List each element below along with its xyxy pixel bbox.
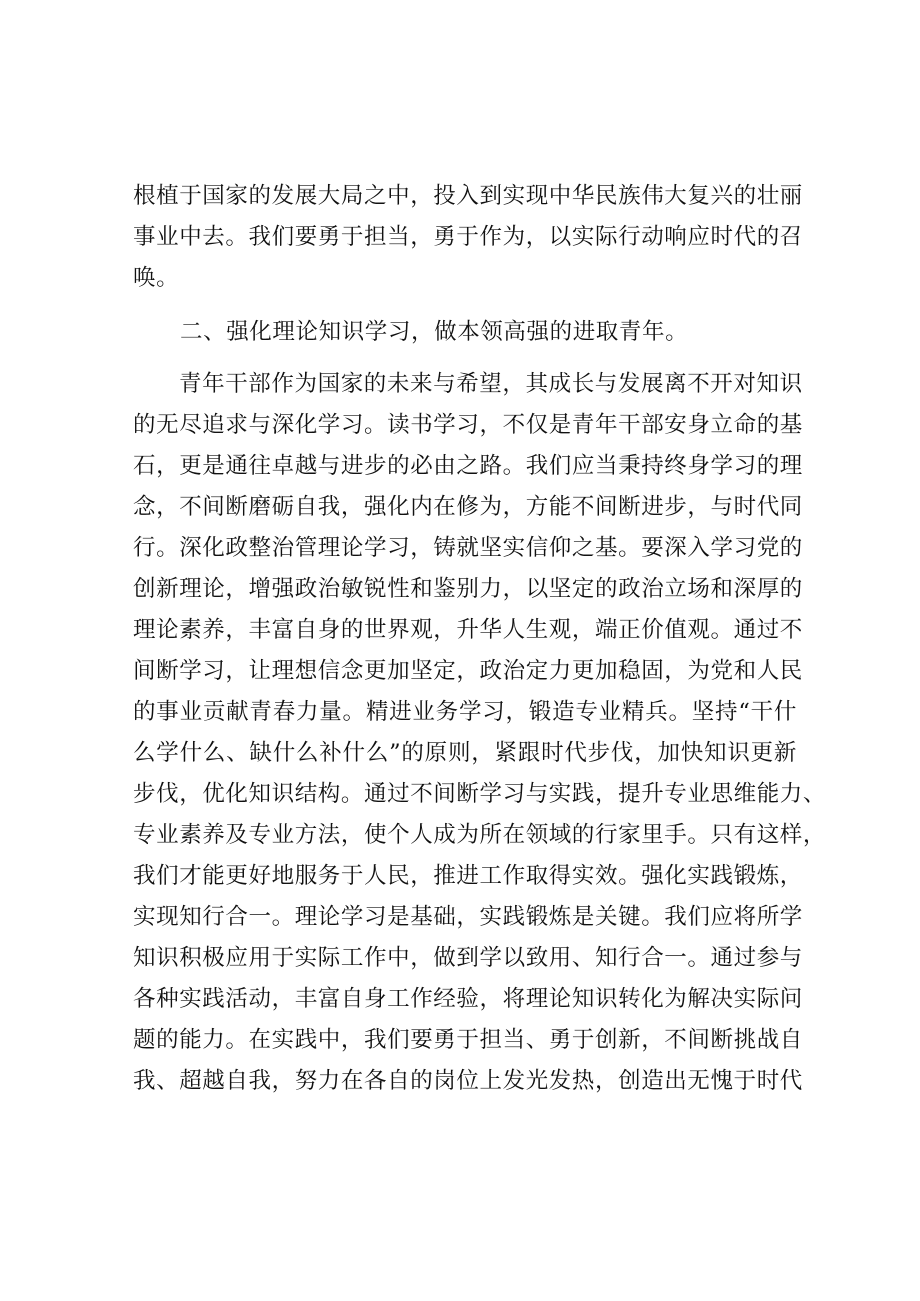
paragraph-2-line: 实现知行合一。理论学习是基础，实践锻炼是关键。我们应将所学 xyxy=(133,904,803,930)
paragraph-2-line: 我们才能更好地服务于人民，推进工作取得实效。强化实践锻炼， xyxy=(133,863,803,889)
paragraph-2-line: 步伐，优化知识结构。通过不间断学习与实践，提升专业思维能力、 xyxy=(133,781,827,807)
paragraph-2-line: 青年干部作为国家的未来与希望，其成长与发展离不开对知识 xyxy=(179,371,803,397)
paragraph-2-line: 题的能力。在实践中，我们要勇于担当、勇于创新，不间断挑战自 xyxy=(133,1027,803,1053)
paragraph-2-line: 石，更是通往卓越与进步的必由之路。我们应当秉持终身学习的理 xyxy=(133,453,803,479)
section-heading: 二、强化理论知识学习，做本领高强的进取青年。 xyxy=(180,319,689,345)
paragraph-2 xyxy=(133,364,827,1102)
paragraph-2-line: 理论素养，丰富自身的世界观，升华人生观，端正价值观。通过不 xyxy=(133,617,803,643)
paragraph-2-line: 的无尽追求与深化学习。读书学习，不仅是青年干部安身立命的基 xyxy=(133,412,803,438)
paragraph-2-line: 的事业贡献青春力量。精进业务学习，锻造专业精兵。坚持“干什 xyxy=(133,699,797,725)
paragraph-2-line: 创新理论，增强政治敏锐性和鉴别力，以坚定的政治立场和深厚的 xyxy=(133,576,803,602)
paragraph-2-line: 间断学习，让理想信念更加坚定，政治定力更加稳固，为党和人民 xyxy=(133,658,803,684)
paragraph-2-line: 各种实践活动，丰富自身工作经验，将理论知识转化为解决实际问 xyxy=(133,986,803,1012)
paragraph-1-line: 唤。 xyxy=(133,265,180,291)
paragraph-1-line: 事业中去。我们要勇于担当，勇于作为，以实际行动响应时代的召 xyxy=(133,224,803,250)
paragraph-2-line: 知识积极应用于实际工作中，做到学以致用、知行合一。通过参与 xyxy=(133,945,803,971)
paragraph-2-line: 念，不间断磨砺自我，强化内在修为，方能不间断进步，与时代同 xyxy=(133,494,803,520)
paragraph-2-line: 行。深化政整治管理论学习，铸就坚实信仰之基。要深入学习党的 xyxy=(133,535,803,561)
paragraph-2-line: 专业素养及专业方法，使个人成为所在领域的行家里手。只有这样， xyxy=(133,822,827,848)
paragraph-1-line: 根植于国家的发展大局之中，投入到实现中华民族伟大复兴的壮丽 xyxy=(133,183,803,209)
paragraph-1 xyxy=(133,176,803,299)
paragraph-2-line: 么学什么、缺什么补什么”的原则，紧跟时代步伐，加快知识更新 xyxy=(133,740,797,766)
paragraph-2-line: 我、超越自我，努力在各自的岗位上发光发热，创造出无愧于时代 xyxy=(133,1068,803,1094)
